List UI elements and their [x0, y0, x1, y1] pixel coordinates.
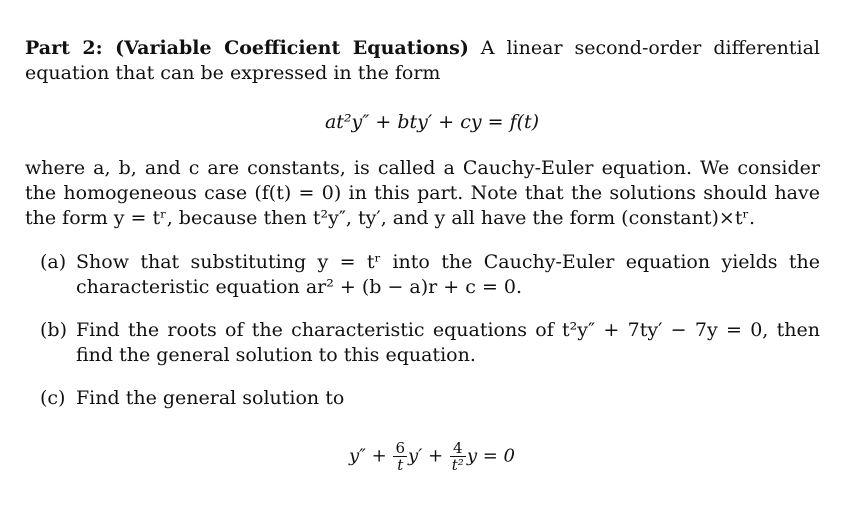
fraction-2-denominator: t²	[451, 456, 464, 474]
definition-paragraph: where a, b, and c are constants, is called a Cauchy-Euler equation. We consider the homogeneous case (f(t) = 0) in this part. Note that the solutions should have the form y = tʳ, because then t²y″, ty′, and y all have the form (constant)×tʳ.	[25, 157, 820, 229]
intro-paragraph	[25, 36, 820, 86]
item-a-label: (a)	[40, 251, 67, 273]
eq-c-lead: y″ +	[349, 445, 393, 467]
item-c	[40, 386, 820, 411]
item-c-label: (c)	[40, 387, 66, 409]
part-heading: Part 2: (Variable Coefficient Equations)	[25, 37, 469, 59]
eq-c-tail: y = 0	[466, 445, 515, 467]
item-c-text: Find the general solution to	[76, 387, 345, 409]
item-c-equation	[0, 440, 864, 473]
fraction-1-numerator: 6	[395, 439, 405, 457]
fraction-2-numerator: 4	[450, 440, 466, 457]
intro-text: A linear second-order differential equation that can be expressed in the form	[25, 37, 820, 84]
item-a-text: Show that substituting y = tʳ into the Cauchy-Euler equation yields the characteristic equation ar² + (b − a)r + c = 0.	[76, 251, 820, 298]
fraction-6-over-t	[393, 440, 407, 473]
item-b-label: (b)	[40, 319, 67, 341]
eq-c-mid: y′ +	[407, 445, 449, 467]
item-a	[40, 250, 820, 300]
fraction-4-over-t-squared	[450, 440, 466, 473]
fraction-1-denominator: t	[397, 456, 404, 474]
item-b	[40, 318, 820, 368]
item-b-text: Find the roots of the characteristic equations of t²y″ + 7ty′ − 7y = 0, then find the general solution to this equation.	[76, 319, 820, 366]
cauchy-euler-equation: at²y″ + bty′ + cy = f(t)	[324, 111, 540, 133]
